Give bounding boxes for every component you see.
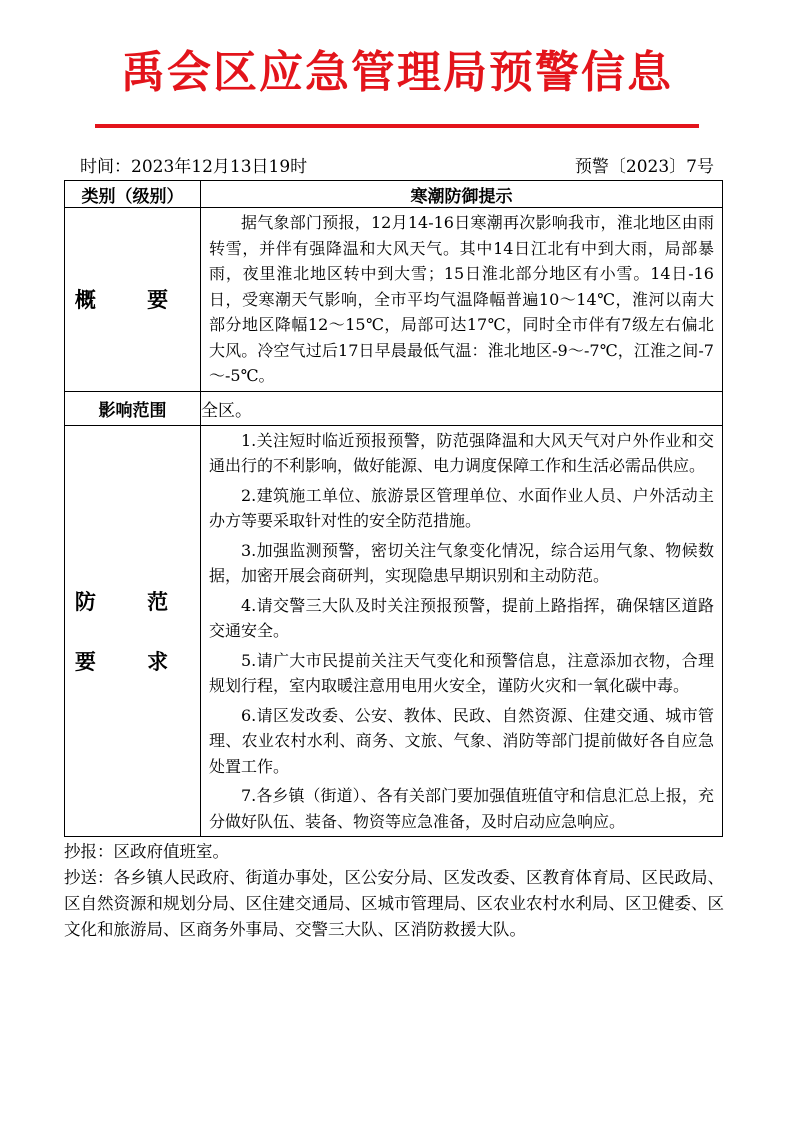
scope-row [65, 391, 723, 425]
summary-label-text: 概 要 [74, 288, 191, 313]
requirements-cell [201, 425, 723, 837]
document-number: 预警〔2023〕7号 [574, 157, 714, 177]
copy-to: 抄送：各乡镇人民政府、街道办事处，区公安分局、区发改委、区教育体育局、区民政局、区自然资源和规划分局、区住建交通局、区城市管理局、区农业农村水利局、区卫健委、区文化和旅游局、区商务外事局、交警三大队、区消防救援大队。 [64, 868, 724, 939]
table-header-row [65, 181, 723, 208]
requirement-item: 7.各乡镇（街道）、各有关部门要加强值班值守和信息汇总上报，充分做好队伍、装备、物资等应急准备，及时启动应急响应。 [209, 786, 714, 831]
document-title: 禹会区应急管理局预警信息 [121, 47, 673, 98]
summary-label [65, 208, 201, 392]
report-to: 抄报：区政府值班室。 [64, 842, 229, 861]
requirement-item: 2.建筑施工单位、旅游景区管理单位、水面作业人员、户外活动主办方等要采取针对性的安全防范措施。 [209, 485, 714, 530]
summary-text: 据气象部门预报，12月14-16日寒潮再次影响我市，淮北地区由雨转雪，并伴有强降温和大风天气。其中14日江北有中到大雨，局部暴雨，夜里淮北地区转中到大雪；15日淮北部分地区有小雪。14日-16日，受寒潮天气影响，全市平均气温降幅普遍10～14℃，淮河以南大部分地区降幅12～15℃，局部可达17℃，同时全市伴有7级左右偏北大风。冷空气过后17日早晨最低气温：淮北地区-9～-7℃，江淮之间-7～-5℃。 [209, 213, 714, 385]
summary-row [65, 208, 723, 392]
requirement-item: 5.请广大市民提前关注天气变化和预警信息，注意添加衣物，合理规划行程，室内取暖注意用电用火安全，谨防火灾和一氧化碳中毒。 [209, 650, 714, 695]
requirements-label-line1: 防 范 [74, 589, 191, 614]
category-label: 类别（级别） [65, 181, 201, 208]
red-divider-line [95, 124, 699, 128]
summary-cell [201, 208, 723, 392]
requirement-item: 3.加强监测预警，密切关注气象变化情况，综合运用气象、物候数据，加密开展会商研判，实现隐患早期识别和主动防范。 [209, 540, 714, 585]
category-value: 寒潮防御提示 [201, 181, 723, 208]
issue-time: 时间：2023年12月13日19时 [80, 157, 308, 177]
requirements-label-line2: 要 求 [74, 649, 191, 674]
requirement-item: 6.请区发改委、公安、教体、民政、自然资源、住建交通、城市管理、农业农村水利、商务、文旅、气象、消防等部门提前做好各自应急处置工作。 [209, 705, 714, 776]
requirement-item: 4.请交警三大队及时关注预报预警，提前上路指挥，确保辖区道路交通安全。 [209, 595, 714, 640]
requirements-label [65, 425, 201, 837]
distribution-section [64, 839, 734, 943]
scope-label: 影响范围 [65, 391, 201, 425]
scope-text: 全区。 [201, 391, 723, 425]
requirement-item: 1.关注短时临近预报预警，防范强降温和大风天气对户外作业和交通出行的不利影响，做好能源、电力调度保障工作和生活必需品供应。 [209, 430, 714, 475]
warning-table [64, 180, 723, 837]
requirements-row [65, 425, 723, 837]
